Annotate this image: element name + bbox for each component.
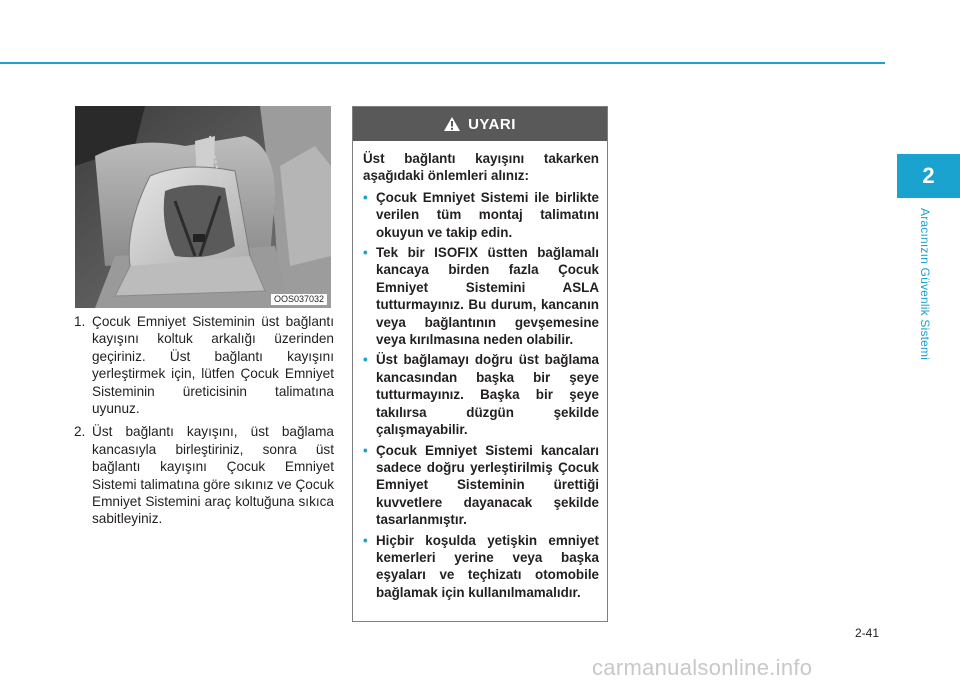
warning-item (363, 244, 599, 348)
warning-triangle-icon (444, 117, 460, 131)
child-seat-figure (75, 106, 331, 308)
warning-item-text: Hiçbir koşulda yetişkin emniyet kemerleri yerine veya başka eşyaları ve teçhizatı otomobile bağlamak için kullanılmamalıdır. (376, 532, 599, 600)
bullet-icon: • (363, 352, 368, 368)
bullet-icon: • (363, 532, 368, 548)
warning-box (352, 106, 608, 622)
warning-item (363, 189, 599, 241)
bullet-icon: • (363, 442, 368, 458)
warning-list (363, 189, 599, 601)
step-text: Üst bağlantı kayışını, üst bağlama kancasıyla birleştiriniz, sonra üst bağlantı kayışını Çocuk Emniyet Sistemi talimatına göre sıkınız ve Çocuk Emniyet Sistemini araç koltuğuna sıkıca sabitleyiniz. (92, 424, 334, 527)
warning-item (363, 351, 599, 438)
car-seat-illustration (75, 106, 331, 308)
warning-item (363, 532, 599, 602)
bullet-icon: • (363, 189, 368, 205)
chapter-number-tab: 2 (897, 154, 960, 198)
warning-item-text: Üst bağlamayı doğru üst bağlama kancasından başka bir şeye tutturmayınız. Başka bir şeye takılırsa düzgün şekilde çalışmayabilir. (376, 352, 599, 438)
step-item (74, 313, 334, 417)
warning-header (353, 107, 607, 141)
warning-title: UYARI (468, 115, 516, 133)
page-number: 2-41 (855, 626, 880, 640)
warning-item-text: Tek bir ISOFIX üstten bağlamalı kancaya birden fazla Çocuk Emniyet Sistemini ASLA tutturmayınız. Bu durum, kancanın veya bağlantının gevşemesine veya kırılmasına neden olabilir. (376, 245, 599, 348)
step-number: 2. (74, 424, 86, 440)
figure-code: OOS037032 (271, 294, 327, 305)
step-text: Çocuk Emniyet Sisteminin üst bağlantı kayışını koltuk arkalığı üzerinden geçiriniz. Üst bağlantı kayışını yerleştirmek için, lütfen Çocuk Emniyet Sisteminin üreticisinin talimatına uyunuz. (92, 314, 334, 417)
warning-intro: Üst bağlantı kayışını takarken aşağıdaki önlemleri alınız: (363, 151, 599, 184)
warning-item (363, 442, 599, 529)
chapter-title: Aracınızın Güvenlik Sistemi (918, 208, 932, 361)
step-number: 1. (74, 314, 86, 329)
warning-item-text: Çocuk Emniyet Sistemi kancaları sadece doğru yerleştirilmiş Çocuk Emniyet Sisteminin ürettiği kuvvetlere dayanacak şekilde tasarlanmıştır. (376, 442, 599, 528)
watermark: carmanualsonline.info (592, 655, 813, 680)
warning-item-text: Çocuk Emniyet Sistemi ile birlikte verilen tüm montaj talimatını okuyun ve takip edin. (376, 189, 599, 240)
top-rule (0, 62, 885, 64)
step-item (74, 423, 334, 527)
instruction-steps (74, 313, 334, 534)
bullet-icon: • (363, 245, 368, 261)
